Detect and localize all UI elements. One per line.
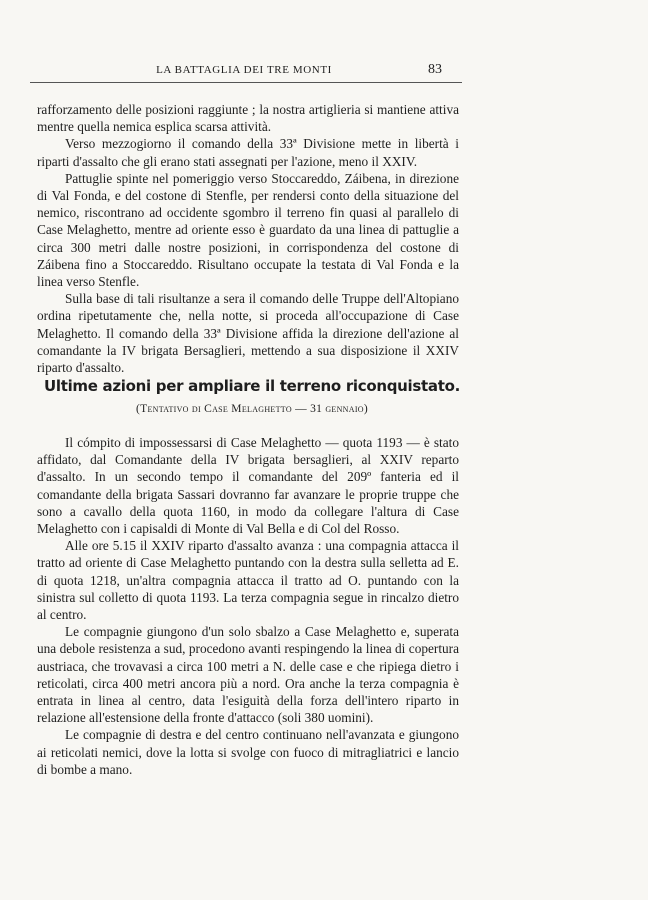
paragraph-continued: rafforzamento delle posizioni raggiunte ; la nostra artiglieria si mantiene attiva mentre quella nemica esplica scarsa attività.	[37, 102, 459, 135]
section-subheading: (Tentativo di Case Melaghetto — 31 gennaio)	[135, 403, 369, 415]
paragraph: Il cómpito di impossessarsi di Case Melaghetto — quota 1193 — è stato affidato, dal Comandante della IV brigata bersaglieri, al XXIV reparto d'assalto. In un secondo tempo il comandante del 209º fanteria ed il comandante della brigata Sassari dovranno far avanzare le proprie truppe che sono a cavallo della quota 1160, in modo da collegare l'altura di Case Melaghetto con i capisaldi di Monte di Val Bella e di Col del Rosso.	[37, 435, 459, 537]
section-heading: Ultime azioni per ampliare il terreno riconquistato.	[43, 377, 460, 395]
page-number: 83	[428, 62, 442, 77]
header-rule	[30, 82, 462, 83]
paragraph: Sulla base di tali risultanze a sera il comando delle Truppe dell'Altopiano ordina ripetutamente che, nella notte, si proceda all'occupazione di Case Melaghetto. Il comando della 33ª Divisione affida la direzione dell'azione al comandante la IV brigata Bersaglieri, mettendo a sua disposizione il XXIV riparto d'assalto.	[37, 291, 459, 376]
text-block-top	[37, 101, 459, 376]
running-header: LA BATTAGLIA DEI TRE MONTI	[156, 64, 332, 76]
paragraph: Verso mezzogiorno il comando della 33ª Divisione mette in libertà i riparti d'assalto che gli erano stati assegnati per l'azione, meno il XXIV.	[37, 136, 459, 169]
text-block-bottom	[37, 434, 459, 778]
paragraph: Le compagnie di destra e del centro continuano nell'avanzata e giungono ai reticolati nemici, dove la lotta si svolge con fuoco di mitragliatrici e lancio di bombe a mano.	[37, 727, 459, 777]
paragraph: Pattuglie spinte nel pomeriggio verso Stoccareddo, Záibena, in direzione di Val Fonda, e del costone di Stenfle, per rendersi conto della situazione del nemico, riscontrano ad occidente sgombro il terreno fin quasi al parallelo di Case Melaghetto, mentre ad oriente esso è guardato da una linea di pattuglie a circa 300 metri dalle nostre posizioni, in corrispondenza del costone di Záibena fino a Stoccareddo. Risultano occupate la testata di Val Fonda e la linea verso Stenfle.	[37, 170, 459, 290]
paragraph: Le compagnie giungono d'un solo sbalzo a Case Melaghetto e, superata una debole resistenza a sud, procedono avanti respingendo la linea di copertura austriaca, che trovavasi a circa 100 metri a N. delle case e che ripiega dietro i reticolati, circa 400 metri ancora più a nord. Ora anche la terza compagnia è entrata in linea al centro, data l'esiguità della forza dell'intero riparto in relazione all'estensione della fronte d'attacco (soli 380 uomini).	[37, 624, 459, 726]
paragraph: Alle ore 5.15 il XXIV riparto d'assalto avanza : una compagnia attacca il tratto ad oriente di Case Melaghetto puntando con la destra sulla selletta ad E. di quota 1218, un'altra compagnia attacca il tratto ad O. puntando con la sinistra sul colletto di quota 1193. La terza compagnia segue in rincalzo dietro al centro.	[37, 538, 459, 623]
